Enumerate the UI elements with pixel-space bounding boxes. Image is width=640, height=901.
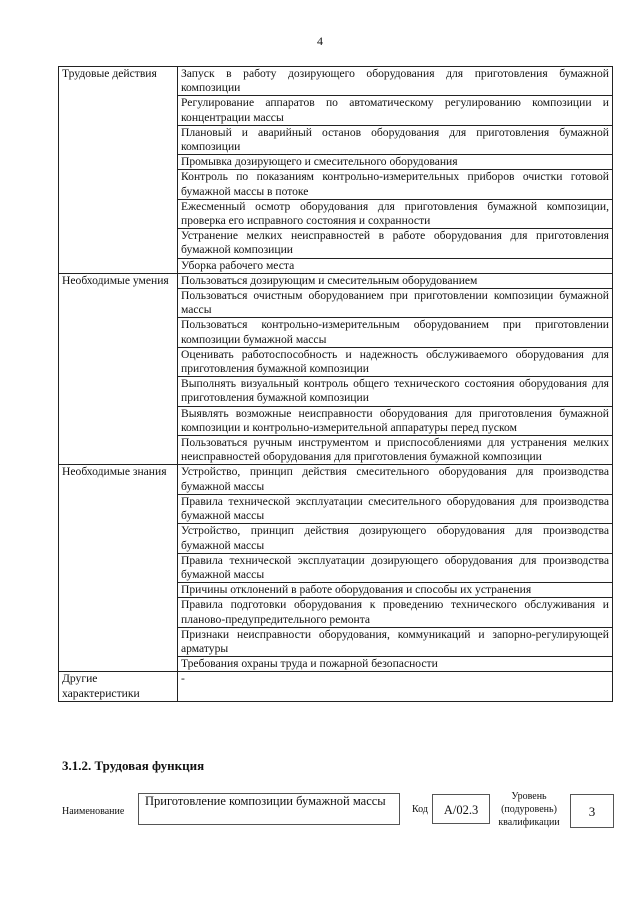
item-cell: Пользоваться ручным инструментом и приспособлениями для устранения мелких неисправностей оборудования для приготовления бумажной композиции bbox=[178, 436, 613, 465]
category-cell: Необходимые умения bbox=[59, 273, 178, 465]
level-label-line2: (подуровень) bbox=[501, 804, 557, 815]
item-cell: Плановый и аварийный останов оборудования для приготовления бумажной композиции bbox=[178, 125, 613, 154]
item-cell: Устройство, принцип действия дозирующего оборудования для производства бумажной массы bbox=[178, 524, 613, 553]
item-cell: - bbox=[178, 672, 613, 701]
item-cell: Регулирование аппаратов по автоматическому регулированию композиции и концентрации массы bbox=[178, 96, 613, 125]
item-cell: Устранение мелких неисправностей в работе оборудования для приготовления бумажной композиции bbox=[178, 229, 613, 258]
code-value-box: А/02.3 bbox=[432, 794, 490, 824]
table-row bbox=[59, 672, 613, 701]
item-cell: Пользоваться контрольно-измерительным оборудованием при приготовлении композиции бумажной массы bbox=[178, 318, 613, 347]
item-cell: Правила подготовки оборудования к проведению технического обслуживания и планово-предупредительного ремонта bbox=[178, 598, 613, 627]
item-cell: Выполнять визуальный контроль общего технического состояния оборудования для приготовления бумажной композиции bbox=[178, 377, 613, 406]
category-cell: Необходимые знания bbox=[59, 465, 178, 672]
category-cell: Другие характеристики bbox=[59, 672, 178, 701]
table-body bbox=[59, 67, 613, 702]
item-cell: Пользоваться очистным оборудованием при приготовлении композиции бумажной массы bbox=[178, 289, 613, 318]
item-cell: Промывка дозирующего и смесительного оборудования bbox=[178, 155, 613, 170]
labor-functions-table bbox=[58, 66, 613, 702]
name-value-box: Приготовление композиции бумажной массы bbox=[138, 793, 400, 825]
code-label: Код bbox=[412, 804, 428, 815]
level-label-line3: квалификации bbox=[498, 817, 560, 828]
item-cell: Правила технической эксплуатации дозирующего оборудования для производства бумажной массы bbox=[178, 553, 613, 582]
level-label-line1: Уровень bbox=[511, 791, 547, 802]
item-cell: Требования охраны труда и пожарной безопасности bbox=[178, 657, 613, 672]
section-title: 3.1.2. Трудовая функция bbox=[62, 758, 205, 773]
table-row bbox=[59, 273, 613, 288]
item-cell: Причины отклонений в работе оборудования и способы их устранения bbox=[178, 583, 613, 598]
item-cell: Уборка рабочего места bbox=[178, 258, 613, 273]
level-label bbox=[492, 790, 566, 829]
item-cell: Пользоваться дозирующим и смесительным оборудованием bbox=[178, 273, 613, 288]
level-value-box: 3 bbox=[570, 794, 614, 828]
item-cell: Ежесменный осмотр оборудования для приготовления бумажной композиции, проверка его исправного состояния и сохранности bbox=[178, 199, 613, 228]
table-row bbox=[59, 465, 613, 494]
item-cell: Контроль по показаниям контрольно-измерительных приборов очистки готовой бумажной массы в потоке bbox=[178, 170, 613, 199]
item-cell: Выявлять возможные неисправности оборудования для приготовления бумажной композиции и контрольно-измерительной аппаратуры перед пуском bbox=[178, 406, 613, 435]
table-row bbox=[59, 67, 613, 96]
category-cell: Трудовые действия bbox=[59, 67, 178, 274]
page-number: 4 bbox=[317, 34, 323, 48]
item-cell: Запуск в работу дозирующего оборудования для приготовления бумажной композиции bbox=[178, 67, 613, 96]
name-label: Наименование bbox=[62, 806, 125, 817]
item-cell: Устройство, принцип действия смесительного оборудования для производства бумажной массы bbox=[178, 465, 613, 494]
item-cell: Правила технической эксплуатации смесительного оборудования для производства бумажной массы bbox=[178, 494, 613, 523]
item-cell: Оценивать работоспособность и надежность обслуживаемого оборудования для приготовления бумажной композиции bbox=[178, 347, 613, 376]
labor-function-header bbox=[0, 790, 640, 840]
item-cell: Признаки неисправности оборудования, коммуникаций и запорно-регулирующей арматуры bbox=[178, 627, 613, 656]
